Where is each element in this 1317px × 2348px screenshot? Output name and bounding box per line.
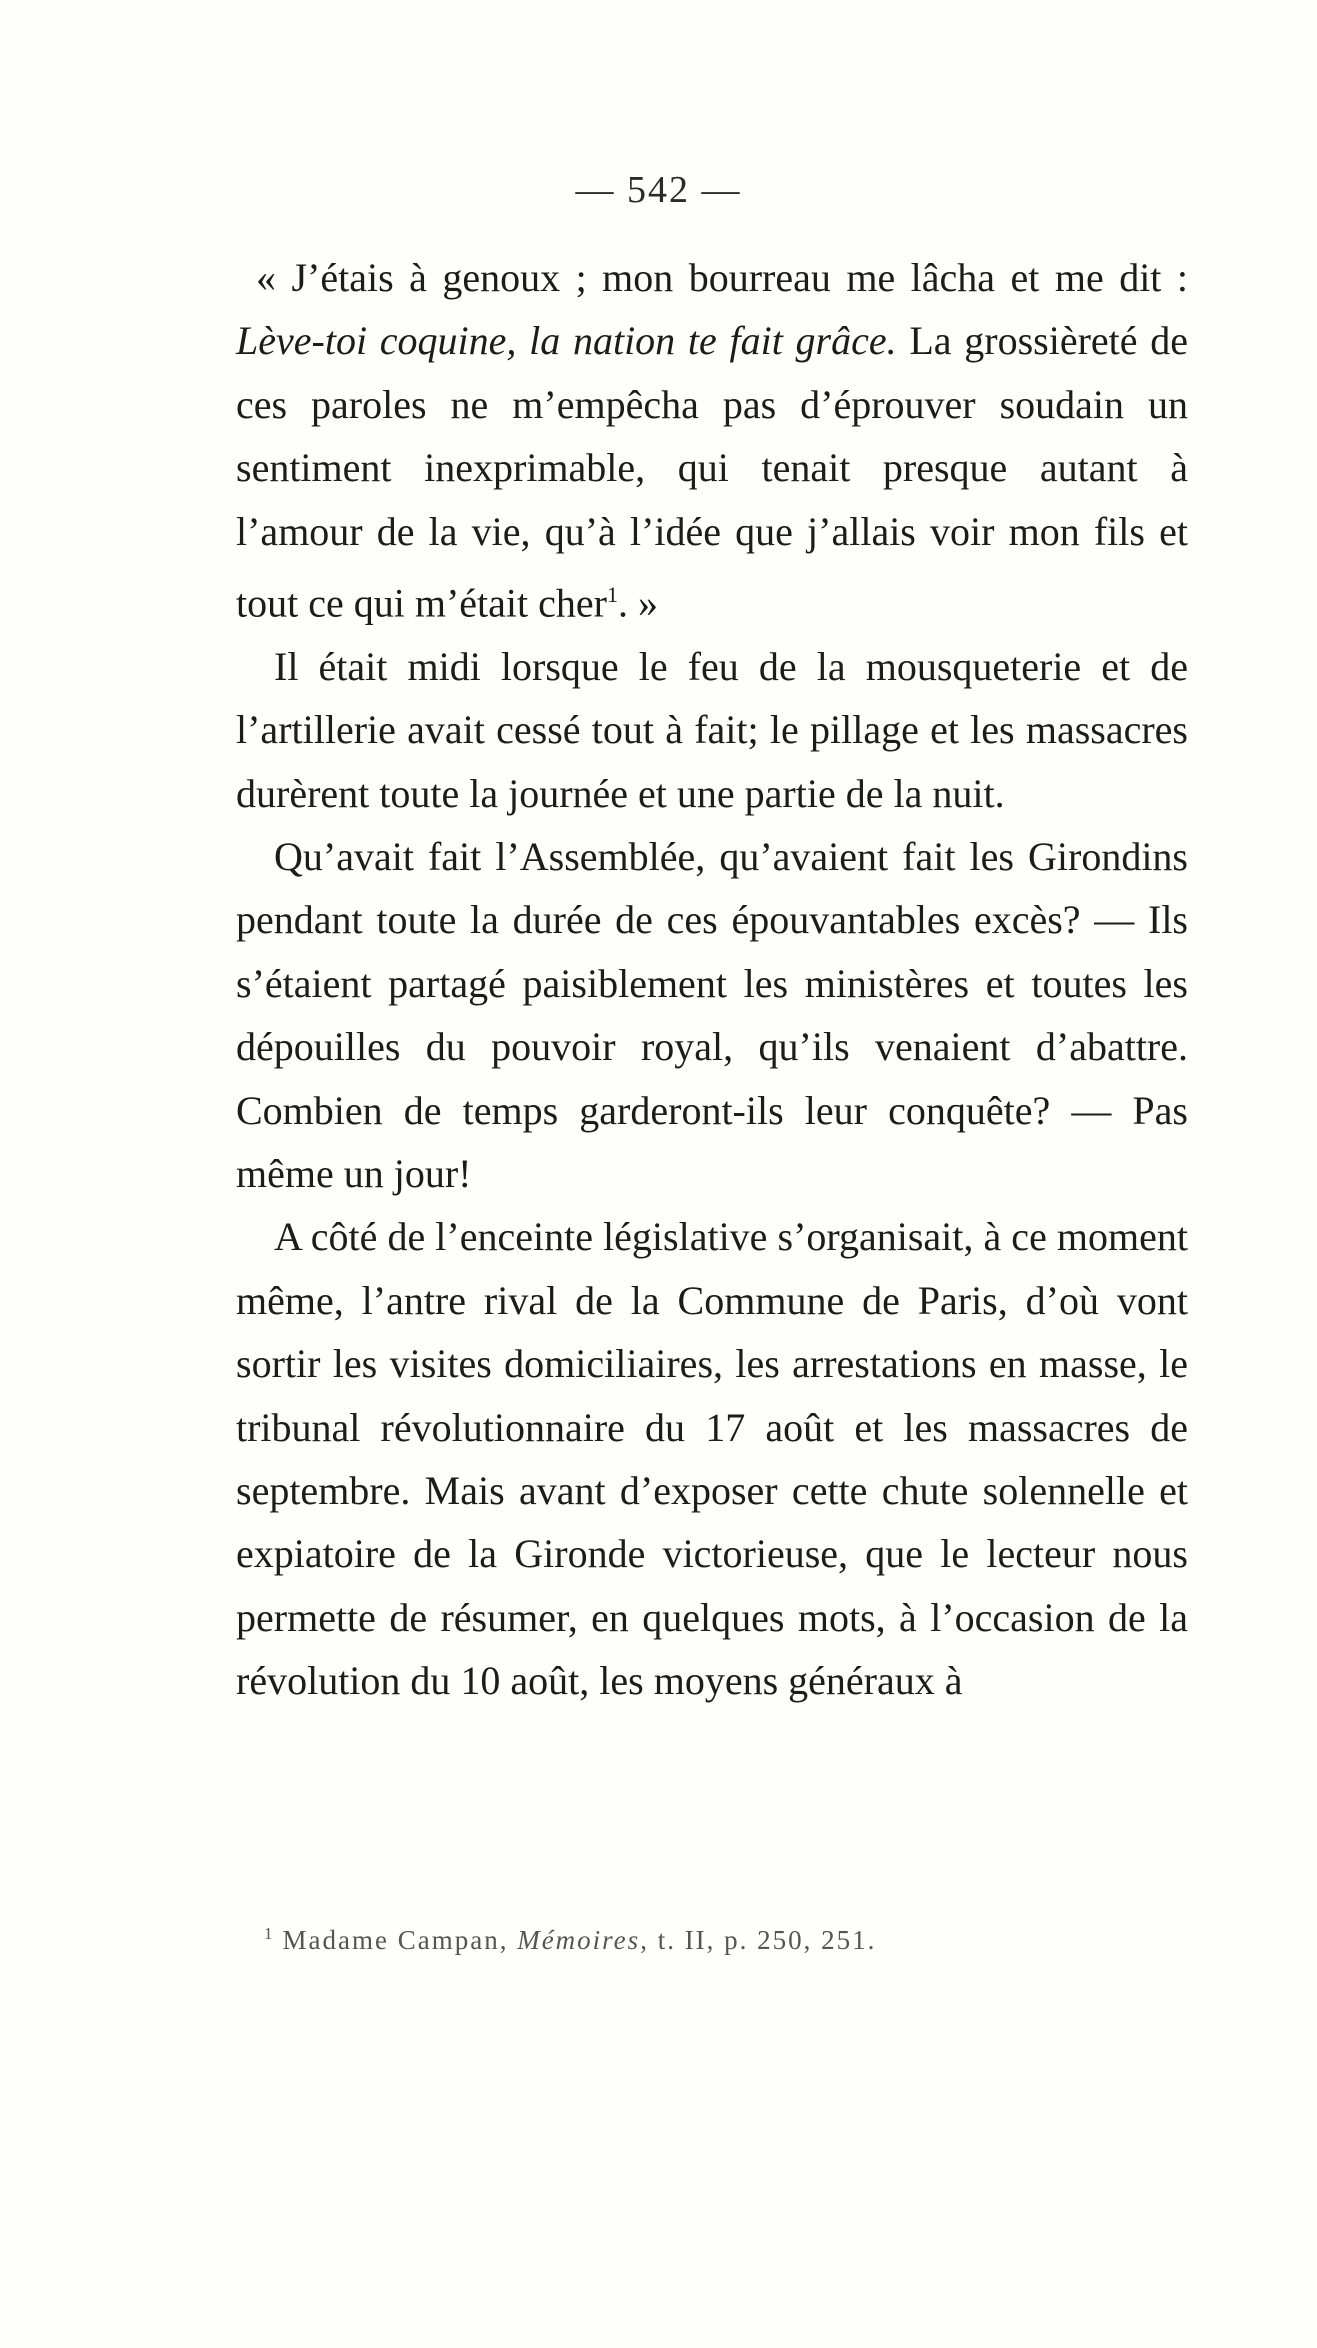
quote-text-start: « J’étais à genoux ; mon bourreau me lâcha et me dit : bbox=[256, 255, 1188, 300]
paragraph: A côté de l’enceinte législative s’organisait, à ce moment même, l’antre rival de la Commune de Paris, d’où vont sortir les visites domiciliaires, les arrestations en masse, le tribunal révolutionnaire du 17 août et les massacres de septembre. Mais avant d’exposer cette chute solennelle et expiatoire de la Gironde victorieuse, que le lecteur nous permette de résumer, en quelques mots, à l’occasion de la révolution du 10 août, les moyens généraux à bbox=[236, 1214, 1188, 1704]
footnote-reference: 1 bbox=[606, 582, 618, 608]
quote-closing: . » bbox=[617, 580, 658, 626]
footnote-reference-details: , t. II, p. 250, 251. bbox=[640, 1925, 877, 1955]
paragraph-quote bbox=[236, 246, 1188, 635]
footnote-marker: 1 bbox=[264, 1924, 275, 1943]
paragraph: Il était midi lorsque le feu de la mousqueterie et de l’artillerie avait cessé tout à fait; le pillage et les massacres durèrent toute la journée et une partie de la nuit. bbox=[236, 643, 1188, 816]
quote-text-end: La grossièreté de ces paroles ne m’empêcha pas d’éprouver soudain un sentiment inexprimable, qui tenait presque autant à l’amour de la vie, qu’à l’idée que j’allais voir mon fils et tout ce qui m’était cher bbox=[236, 318, 1189, 626]
paragraph: Qu’avait fait l’Assemblée, qu’avaient fait les Girondins pendant toute la durée de ces épouvantables excès? — Ils s’étaient partagé paisiblement les ministères et toutes les dépouilles du pouvoir royal, qu’ils venaient d’abattre. Combien de temps garderont-ils leur conquête? — Pas même un jour! bbox=[236, 833, 1188, 1197]
footnote-title: Mémoires bbox=[517, 1925, 641, 1955]
page-number: — 542 — bbox=[575, 169, 742, 211]
body-text bbox=[236, 246, 1188, 1713]
footnote-author: Madame Campan, bbox=[282, 1925, 518, 1955]
footnote bbox=[264, 1924, 876, 1956]
quote-italic-phrase: Lève-toi coquine, la nation te fait grâce. bbox=[236, 318, 897, 364]
